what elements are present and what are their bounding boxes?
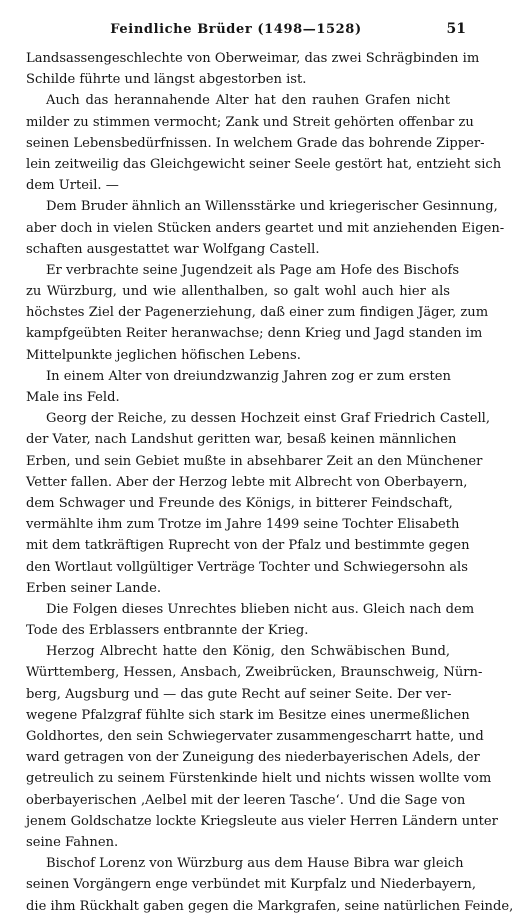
text-line: Schilde führte und längst abgestorben ist.: [26, 72, 307, 88]
text-line: ward getragen von der Zuneigung des niederbayerischen Adels, der: [26, 750, 480, 766]
text-line: jenem Goldschatze lockte Kriegsleute aus vieler Herren Ländern unter: [26, 813, 498, 829]
running-head: Feindliche Brüder (1498—1528): [110, 22, 362, 37]
text-line: Herzog Albrecht hatte den König, den Schwäbischen Bund,: [46, 644, 450, 660]
text-line: Tode des Erblassers entbrannte der Krieg.: [26, 623, 309, 639]
text-line: aber doch in vielen Stücken anders geartet und mit anziehenden Eigen-: [26, 220, 505, 236]
text-line: lein zeitweilig das Gleichgewicht seiner Seele gestört hat, entzieht sich: [26, 156, 502, 172]
text-line: dem Urteil. —: [26, 178, 119, 194]
text-line: Er verbrachte seine Jugendzeit als Page am Hofe des Bischofs: [46, 262, 460, 278]
text-line: Landsassengeschlechte von Oberweimar, das zwei Schrägbinden im: [26, 51, 480, 66]
text-line: oberbayerischen ‚Aelbel mit der leeren Tasche‘. Und die Sage von: [26, 792, 466, 808]
text-line: dem Schwager und Freunde des Königs, in bitterer Feindschaft,: [26, 495, 453, 511]
text-line: In einem Alter von dreiundzwanzig Jahren zog er zum ersten: [46, 368, 451, 384]
text-line: die ihm Rückhalt gaben gegen die Markgrafen, seine natürlichen Feinde,: [26, 898, 514, 914]
text-line: den Wortlaut vollgültiger Verträge Tochter und Schwiegersohn als: [26, 559, 468, 575]
text-line: Goldhortes, den sein Schwiegervater zusammengescharrt hatte, und: [26, 729, 484, 744]
page-number: 51: [446, 21, 466, 37]
text-line: seine Fahnen.: [26, 834, 119, 850]
text-line: getreulich zu seinem Fürstenkinde hielt und nichts wissen wollte vom: [26, 771, 492, 787]
text-line: Male ins Feld.: [26, 390, 120, 405]
text-line: Dem Bruder ähnlich an Willensstärke und kriegerischer Gesinnung,: [46, 199, 498, 215]
text-line: mit dem tatkräftigen Ruprecht von der Pfalz und bestimmte gegen: [26, 538, 470, 554]
text-line: Mittelpunkte jeglichen höfischen Lebens.: [26, 347, 301, 363]
text-line: wegene Pfalzgraf fühlte sich stark im Besitze eines unermeßlichen: [26, 707, 470, 723]
text-line: schaften ausgestattet war Wolfgang Castell.: [26, 241, 320, 257]
text-line: höchstes Ziel der Pagenerziehung, daß einer zum findigen Jäger, zum: [26, 305, 489, 321]
body-text: [26, 48, 514, 917]
text-line: Erben, und sein Gebiet mußte in absehbarer Zeit an den Münchener: [26, 453, 483, 469]
text-line: milder zu stimmen vermocht; Zank und Streit gehörten offenbar zu: [26, 114, 474, 130]
text-line: Auch das herannahende Alter hat den rauhen Grafen nicht: [46, 93, 450, 109]
text-line: Bischof Lorenz von Würzburg aus dem Hause Bibra war gleich: [46, 856, 464, 872]
text-line: Württemberg, Hessen, Ansbach, Zweibrücken, Braunschweig, Nürn-: [26, 665, 483, 681]
text-line: Erben seiner Lande.: [26, 580, 162, 596]
text-line: seinen Vorgängern enge verbündet mit Kurpfalz und Niederbayern,: [26, 877, 476, 893]
page-header: [26, 21, 466, 40]
text-line: kampfgeübten Reiter heranwachse; denn Krieg und Jagd standen im: [26, 326, 483, 342]
text-line: zu Würzburg, und wie allenthalben, so galt wohl auch hier als: [26, 284, 450, 300]
text-line: Die Folgen dieses Unrechtes blieben nicht aus. Gleich nach dem: [46, 601, 475, 617]
text-line: berg, Augsburg und — das gute Recht auf seiner Seite. Der ver-: [26, 686, 452, 702]
text-line: Vetter fallen. Aber der Herzog lebte mit Albrecht von Oberbayern,: [26, 474, 468, 490]
text-line: Georg der Reiche, zu dessen Hochzeit einst Graf Friedrich Castell,: [46, 411, 490, 427]
text-line: seinen Lebensbedürfnissen. In welchem Grade das bohrende Zipper-: [26, 135, 485, 151]
text-line: der Vater, nach Landshut geritten war, besaß keinen männlichen: [26, 432, 457, 448]
text-line: vermählte ihm zum Trotze im Jahre 1499 seine Tochter Elisabeth: [26, 517, 460, 533]
